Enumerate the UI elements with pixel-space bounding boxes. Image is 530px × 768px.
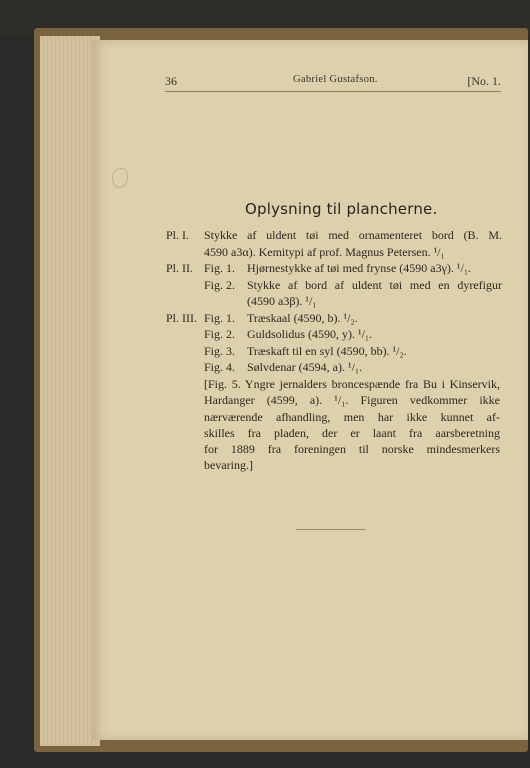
plate-label: Pl. II. bbox=[166, 261, 193, 275]
note-line: for 1889 fra foreningen til norske mindesmerkers bbox=[204, 442, 500, 457]
figure-note bbox=[204, 376, 500, 474]
figure-label: Fig. 3. bbox=[204, 343, 236, 358]
note-line: nærværende afhandling, men har ikke kunnet af- bbox=[204, 409, 500, 424]
figure-caption: Træskaal (4590, b). ¹/₂. bbox=[247, 310, 358, 325]
figure-caption: Stykke af bord af uldent tøi med en dyrefigur bbox=[247, 277, 502, 292]
note-line: Hardanger (4599, a). ¹/₁. Figuren vedkommer ikke bbox=[204, 393, 500, 408]
issue-number: [No. 1. bbox=[467, 74, 501, 88]
running-author: Gabriel Gustafson. bbox=[293, 74, 378, 85]
plate-entry bbox=[166, 360, 502, 377]
plate-list bbox=[166, 228, 502, 377]
note-line: [Fig. 5. Yngre jernalders broncespænde fra Bu i Kinservik, bbox=[204, 377, 500, 391]
figure-label: Fig. 1. bbox=[204, 261, 236, 275]
header-rule bbox=[165, 91, 501, 92]
plate-caption: Stykke af uldent tøi med ornamenteret bord (B. M. bbox=[204, 228, 502, 242]
page-number: 36 bbox=[165, 74, 177, 88]
plate-entry bbox=[166, 311, 502, 328]
plate-label: Pl. I. bbox=[166, 228, 190, 242]
note-line: skilles fra pladen, der er laant fra aarsberetning bbox=[204, 425, 500, 440]
plate-entry bbox=[166, 261, 502, 278]
figure-label: Fig. 2. bbox=[204, 277, 236, 292]
figure-caption: (4590 a3β). ¹/₁ bbox=[247, 294, 317, 308]
plate-entry bbox=[166, 245, 502, 262]
note-line: bevaring.] bbox=[204, 458, 253, 473]
running-header bbox=[165, 74, 501, 90]
figure-caption: Guldsolidus (4590, y). ¹/₁. bbox=[247, 327, 373, 341]
figure-caption: Træskaft til en syl (4590, bb). ¹/₂. bbox=[247, 343, 407, 358]
page-edges bbox=[40, 36, 100, 746]
figure-label: Fig. 4. bbox=[204, 360, 236, 374]
section-title: Oplysning til plancherne. bbox=[245, 200, 438, 218]
figure-label: Fig. 2. bbox=[204, 327, 236, 341]
plate-entry bbox=[166, 344, 502, 361]
plate-caption: 4590 a3α). Kemitypi af prof. Magnus Petersen. ¹/₁ bbox=[204, 244, 445, 259]
plate-entry bbox=[166, 294, 502, 311]
plate-label: Pl. III. bbox=[166, 310, 197, 325]
closing-rule bbox=[296, 529, 366, 530]
figure-label: Fig. 1. bbox=[204, 310, 236, 325]
plate-entry bbox=[166, 278, 502, 295]
figure-caption: Hjørnestykke af tøi med frynse (4590 a3γ). ¹/₁. bbox=[247, 261, 472, 275]
plate-entry bbox=[166, 327, 502, 344]
plate-entry bbox=[166, 228, 502, 245]
figure-caption: Sølvdenar (4594, a). ¹/₁. bbox=[247, 360, 363, 374]
pencil-mark bbox=[112, 168, 128, 188]
